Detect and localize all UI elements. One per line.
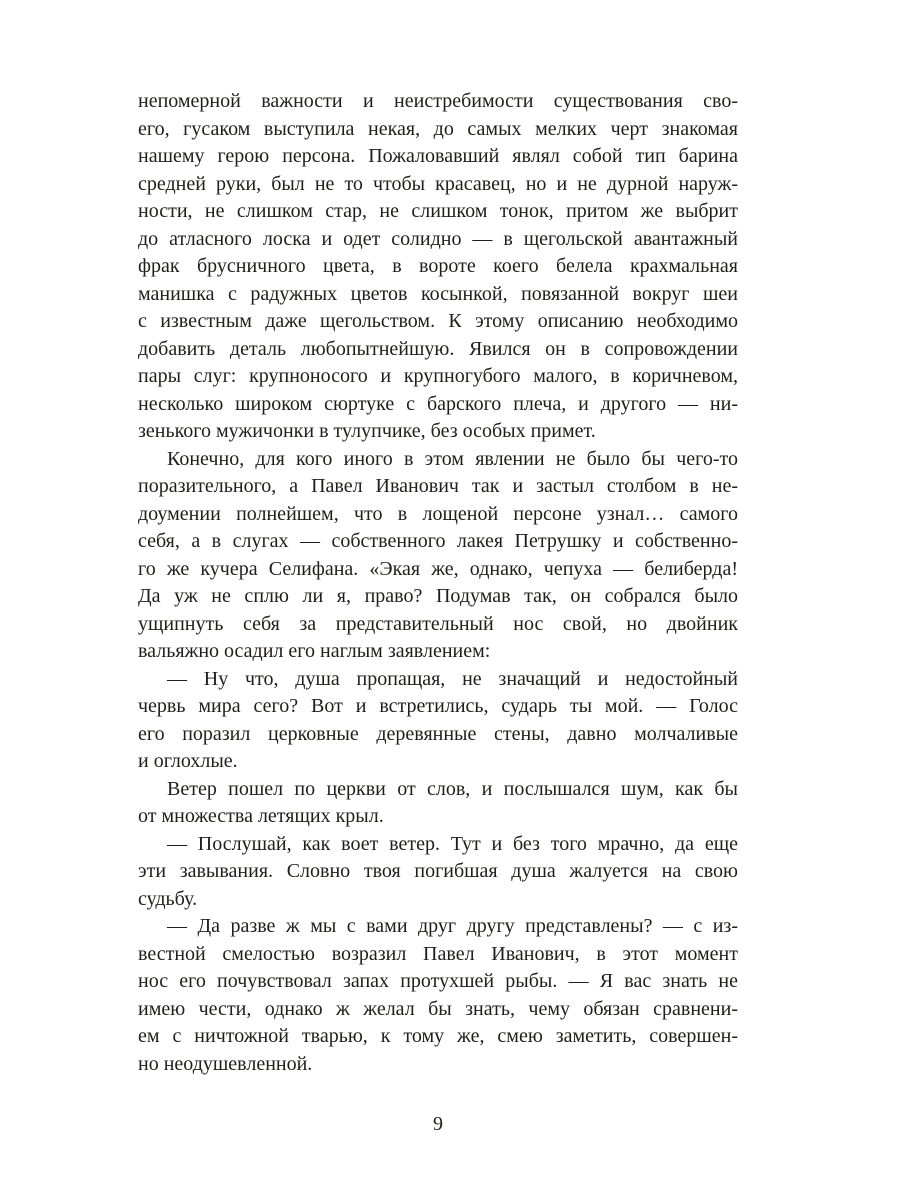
- text-line: вальяжно осадил его наглым заявлением:: [138, 640, 491, 662]
- text-line: зенького мужичонки в тулупчике, без особых примет.: [138, 420, 596, 442]
- text-line: вестной смелостью возразил Павел Иванович, в этот момент: [138, 942, 738, 965]
- text-line: себя, а в слугах — собственного лакея Петрушку и собственно-: [138, 530, 738, 552]
- paragraph: [138, 666, 738, 776]
- text-line: но неодушевленной.: [138, 1052, 313, 1075]
- text-line: Конечно, для кого иного в этом явлении не было бы чего-то: [167, 447, 738, 470]
- text-line: добавить деталь любопытнейшую. Явился он в сопровождении: [138, 337, 738, 360]
- text-line: — Ну что, душа пропащая, не значащий и недостойный: [167, 667, 738, 690]
- text-line: и оглохлые.: [138, 750, 238, 772]
- text-line: несколько широком сюртуке с барского плеча, и другого — ни-: [138, 392, 738, 415]
- text-line: доумении полнейшем, что в лощеной персоне узнал… самого: [138, 502, 738, 525]
- text-line: эти завывания. Словно твоя погибшая душа жалуется на свою: [138, 860, 738, 882]
- text-line: поразительного, а Павел Иванович так и застыл столбом в не-: [138, 475, 738, 497]
- text-line: пары слуг: крупноносого и крупногубого малого, в коричневом,: [138, 365, 738, 387]
- text-line: фрак брусничного цвета, в вороте коего белела крахмальная: [138, 255, 738, 277]
- text-line: его поразил церковные деревянные стены, давно молчаливые: [138, 722, 738, 745]
- text-line: ем с ничтожной тварью, к тому же, смею заметить, совершен-: [138, 1025, 738, 1047]
- text-line: манишка с радужных цветов косынкой, повязанной вокруг шеи: [138, 282, 738, 305]
- paragraph: [138, 88, 738, 446]
- text-line: червь мира сего? Вот и встретились, сударь ты мой. — Голос: [138, 695, 738, 717]
- text-line: го же кучера Селифана. «Экая же, однако, чепуха — белиберда!: [138, 557, 738, 580]
- text-line: непомерной важности и неистребимости существования сво-: [138, 90, 738, 112]
- text-line: ности, не слишком стар, не слишком тонок, притом же выбрит: [138, 200, 738, 222]
- text-line: от множества летящих крыл.: [138, 805, 384, 827]
- text-line: имею чести, однако ж желал бы знать, чему обязан сравнени-: [138, 997, 738, 1020]
- text-line: — Послушай, как воет ветер. Тут и без того мрачно, да еще: [167, 832, 738, 855]
- text-line: средней руки, был не то чтобы красавец, но и не дурной наруж-: [138, 172, 738, 195]
- paragraph: [138, 776, 738, 831]
- text-block: [138, 88, 738, 1078]
- text-line: его, гусаком выступила некая, до самых мелких черт знакомая: [138, 117, 738, 140]
- paragraph: [138, 446, 738, 666]
- paragraph: [138, 913, 738, 1078]
- text-line: до атласного лоска и одет солидно — в щегольской авантажный: [138, 227, 738, 250]
- paragraph: [138, 831, 738, 914]
- text-line: с известным даже щегольством. К этому описанию необходимо: [138, 310, 738, 332]
- text-line: Ветер пошел по церкви от слов, и послышался шум, как бы: [167, 777, 738, 800]
- text-line: ущипнуть себя за представительный нос свой, но двойник: [138, 612, 738, 635]
- text-line: нашему герою персона. Пожаловавший являл собой тип барина: [138, 145, 738, 167]
- text-line: судьбу.: [138, 887, 198, 910]
- page-number: 9: [433, 1113, 443, 1135]
- text-line: нос его почувствовал запах протухшей рыбы. — Я вас знать не: [138, 970, 738, 992]
- text-line: Да уж не сплю ли я, право? Подумав так, он собрался было: [138, 585, 738, 607]
- text-line: — Да разве ж мы с вами друг другу представлены? — с из-: [167, 915, 738, 937]
